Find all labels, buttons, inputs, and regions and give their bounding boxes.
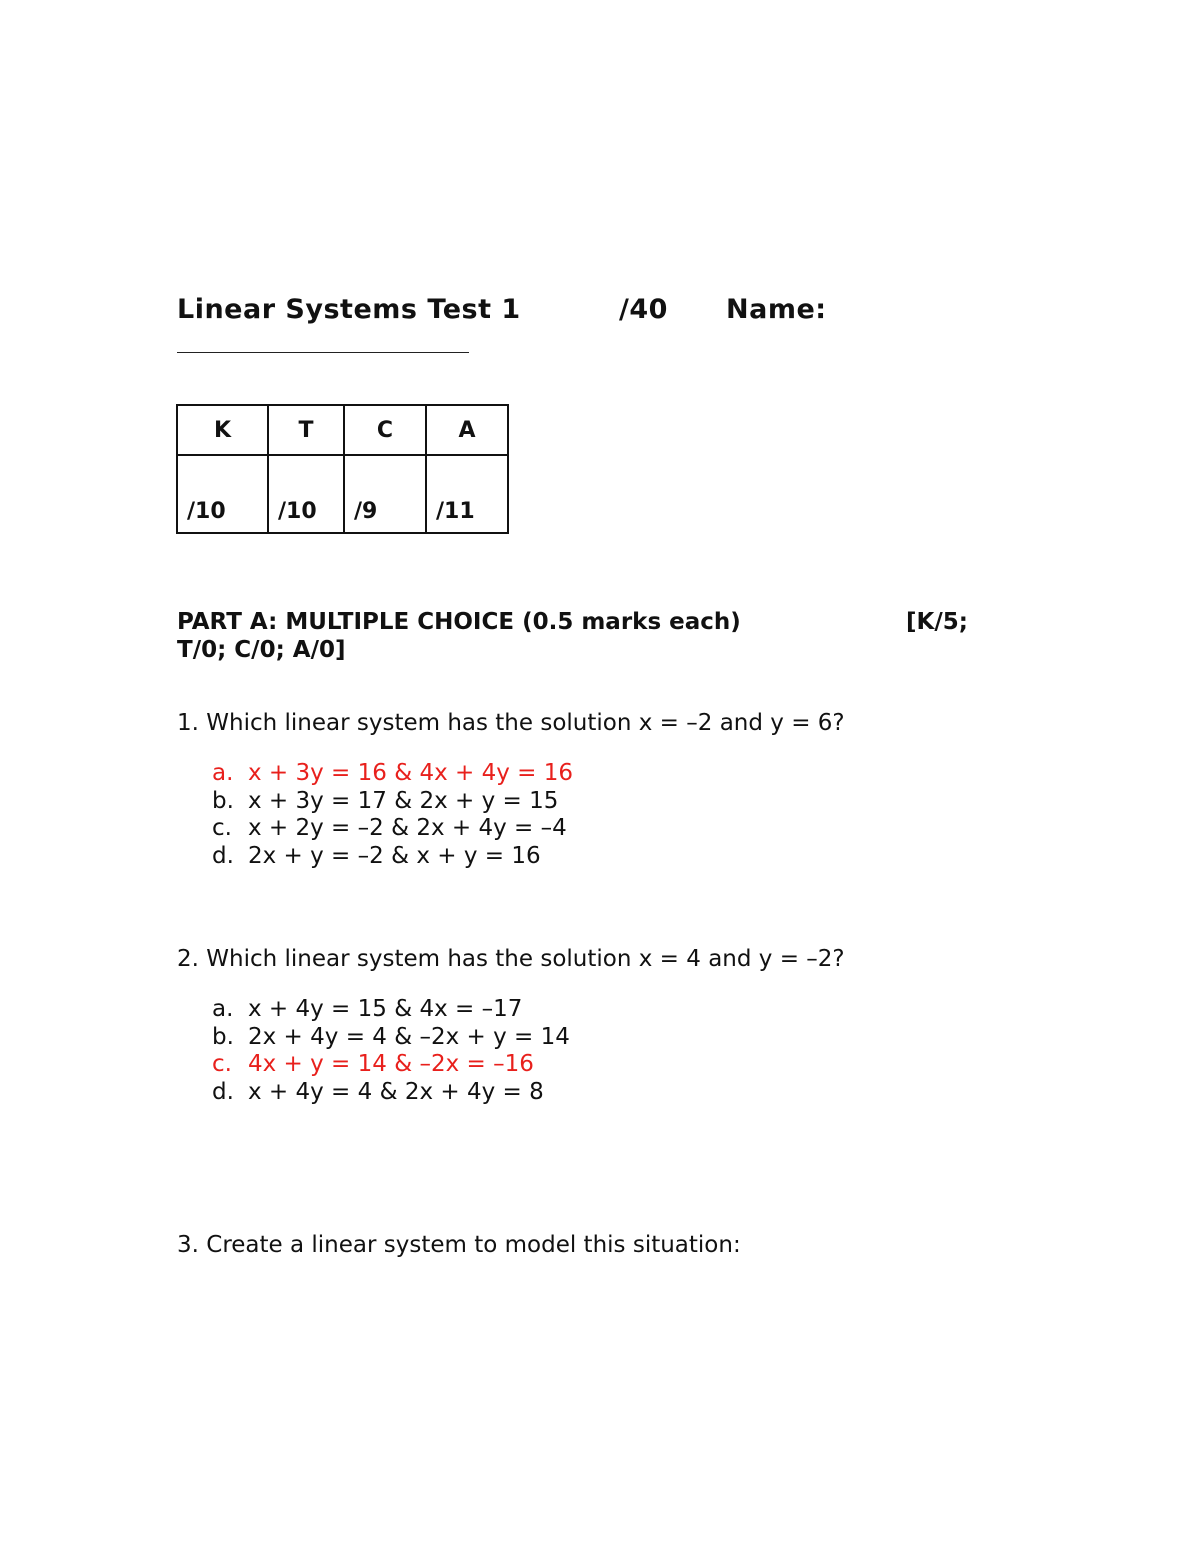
option-letter: a. [212,760,234,786]
part-a-marks-line1: [K/5; [906,609,968,635]
ktca-header-row [177,405,508,455]
option-letter: d. [212,1078,234,1105]
option-1d[interactable] [212,843,573,871]
option-text: x + 2y = –2 & 2x + 4y = –4 [248,815,567,841]
test-title: Linear Systems Test 1 [177,294,521,325]
ktca-values-row [177,455,508,533]
question-1: 1. Which linear system has the solution x = –2 and y = 6? [177,710,845,736]
option-2c[interactable] [212,1051,570,1079]
option-text: 4x + y = 14 & –2x = –16 [248,1051,534,1077]
option-letter: b. [212,1023,234,1050]
ktca-header-a: A [426,405,508,455]
option-1a[interactable] [212,760,573,788]
question-3: 3. Create a linear system to model this situation: [177,1232,741,1258]
ktca-value-t: /10 [268,455,344,533]
question-2: 2. Which linear system has the solution x = 4 and y = –2? [177,946,845,972]
option-2b[interactable] [212,1024,570,1052]
ktca-value-c: /9 [344,455,426,533]
option-text: x + 3y = 17 & 2x + y = 15 [248,787,559,814]
total-score: /40 [619,294,668,325]
option-letter: c. [212,1051,232,1077]
question-2-options [212,996,570,1106]
name-blank-line[interactable] [177,352,469,353]
option-text: 2x + 4y = 4 & –2x + y = 14 [248,1023,570,1050]
option-text: 2x + y = –2 & x + y = 16 [248,842,541,869]
question-1-options [212,760,573,870]
option-letter: a. [212,996,234,1022]
ktca-header-t: T [268,405,344,455]
option-letter: b. [212,787,234,814]
option-text: x + 4y = 4 & 2x + 4y = 8 [248,1078,544,1105]
option-1c[interactable] [212,815,573,843]
ktca-header-k: K [177,405,268,455]
option-letter: d. [212,842,234,869]
option-letter: c. [212,815,232,841]
ktca-value-a: /11 [426,455,508,533]
part-a-heading: PART A: MULTIPLE CHOICE (0.5 marks each) [177,609,741,635]
ktca-marks-table [176,404,509,534]
option-1b[interactable] [212,788,573,816]
option-text: x + 4y = 15 & 4x = –17 [248,996,523,1022]
option-text: x + 3y = 16 & 4x + 4y = 16 [248,760,574,786]
part-a-marks-line2: T/0; C/0; A/0] [177,637,346,663]
option-2d[interactable] [212,1079,570,1107]
name-label: Name: [726,294,827,325]
option-2a[interactable] [212,996,570,1024]
ktca-value-k: /10 [177,455,268,533]
ktca-header-c: C [344,405,426,455]
